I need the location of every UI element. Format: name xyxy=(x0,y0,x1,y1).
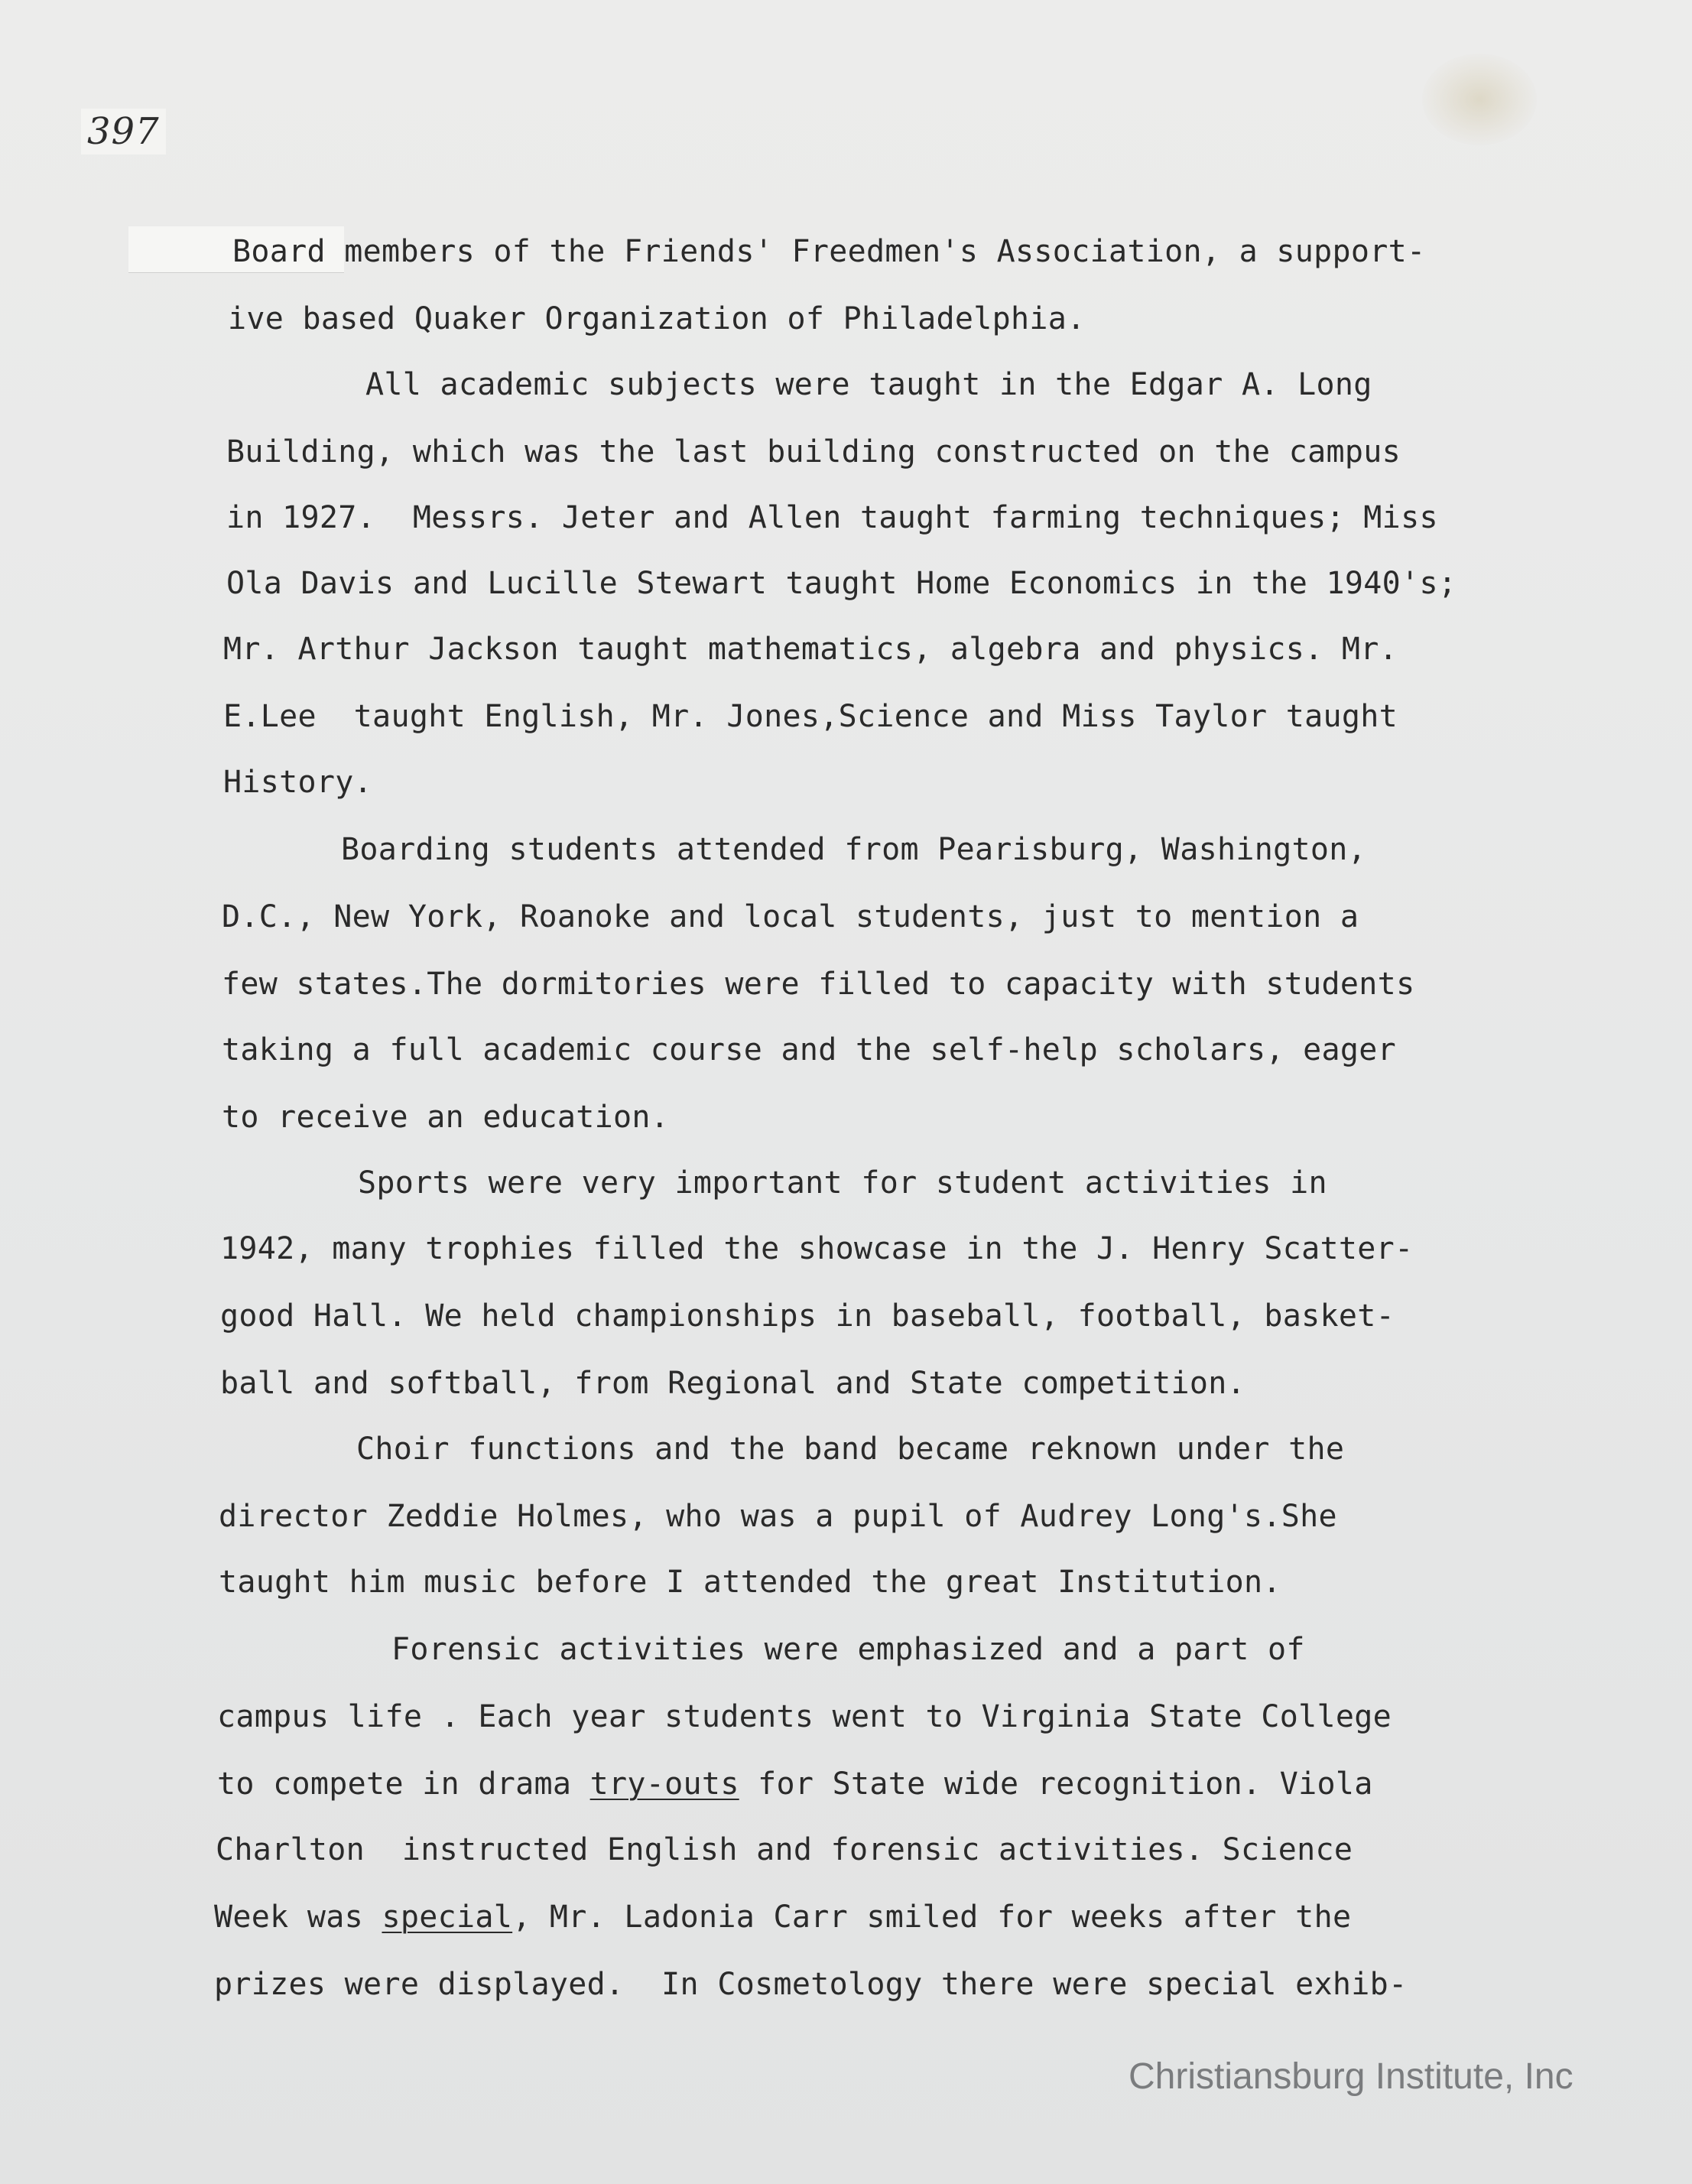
text-line: ball and softball, from Regional and State competition. xyxy=(220,1366,1246,1401)
text-line: Ola Davis and Lucille Stewart taught Home Economics in the 1940's; xyxy=(226,566,1457,601)
text-line: D.C., New York, Roanoke and local students, just to mention a xyxy=(222,899,1359,934)
text-segment: Week was xyxy=(214,1900,382,1935)
text-line: good Hall. We held championships in baseball, football, basket- xyxy=(220,1298,1395,1334)
text-line: Sports were very important for student activities in xyxy=(358,1165,1327,1201)
text-line xyxy=(214,1898,1351,1936)
text-line: All academic subjects were taught in the Edgar A. Long xyxy=(365,367,1372,402)
text-line: director Zeddie Holmes, who was a pupil of Audrey Long's.She xyxy=(219,1499,1337,1534)
text-line: History. xyxy=(223,765,373,800)
text-line: Boarding students attended from Pearisburg, Washington, xyxy=(341,832,1367,867)
text-line: taught him music before I attended the great Institution. xyxy=(219,1565,1281,1600)
underlined-text: special xyxy=(382,1900,513,1935)
text-line: to receive an education. xyxy=(222,1100,670,1135)
page-number: 397 xyxy=(81,109,166,154)
underlined-text: try-outs xyxy=(589,1766,739,1802)
text-line xyxy=(217,1765,1373,1803)
paper-stain xyxy=(1422,54,1537,145)
text-line: campus life . Each year students went to Virginia State College xyxy=(217,1699,1392,1734)
text-line: Choir functions and the band became reknown under the xyxy=(356,1432,1345,1467)
text-line: Forensic activities were emphasized and a part of xyxy=(391,1632,1305,1667)
text-line: ive based Quaker Organization of Philadelphia. xyxy=(228,301,1086,336)
text-line: Charlton instructed English and forensic activities. Science xyxy=(216,1832,1353,1867)
watermark: Christiansburg Institute, Inc xyxy=(1129,2056,1573,2097)
text-line: Mr. Arthur Jackson taught mathematics, algebra and physics. Mr. xyxy=(223,632,1398,667)
text-segment: to compete in drama xyxy=(217,1766,590,1802)
text-line: Building, which was the last building constructed on the campus xyxy=(226,434,1401,470)
text-segment: , Mr. Ladonia Carr smiled for weeks after the xyxy=(512,1900,1352,1935)
text-line: taking a full academic course and the self-help scholars, eager xyxy=(222,1032,1397,1068)
text-segment: for State wide recognition. Viola xyxy=(739,1766,1373,1802)
text-line: in 1927. Messrs. Jeter and Allen taught farming techniques; Miss xyxy=(226,500,1438,535)
text-line: E.Lee taught English, Mr. Jones,Science and Miss Taylor taught xyxy=(223,699,1398,734)
text-line: few states.The dormitories were filled to capacity with students xyxy=(222,967,1415,1002)
text-line: Board members of the Friends' Freedmen's Association, a support- xyxy=(232,234,1426,269)
text-line: prizes were displayed. In Cosmetology there were special exhib- xyxy=(214,1967,1408,2002)
text-line: 1942, many trophies filled the showcase in the J. Henry Scatter- xyxy=(220,1231,1414,1266)
